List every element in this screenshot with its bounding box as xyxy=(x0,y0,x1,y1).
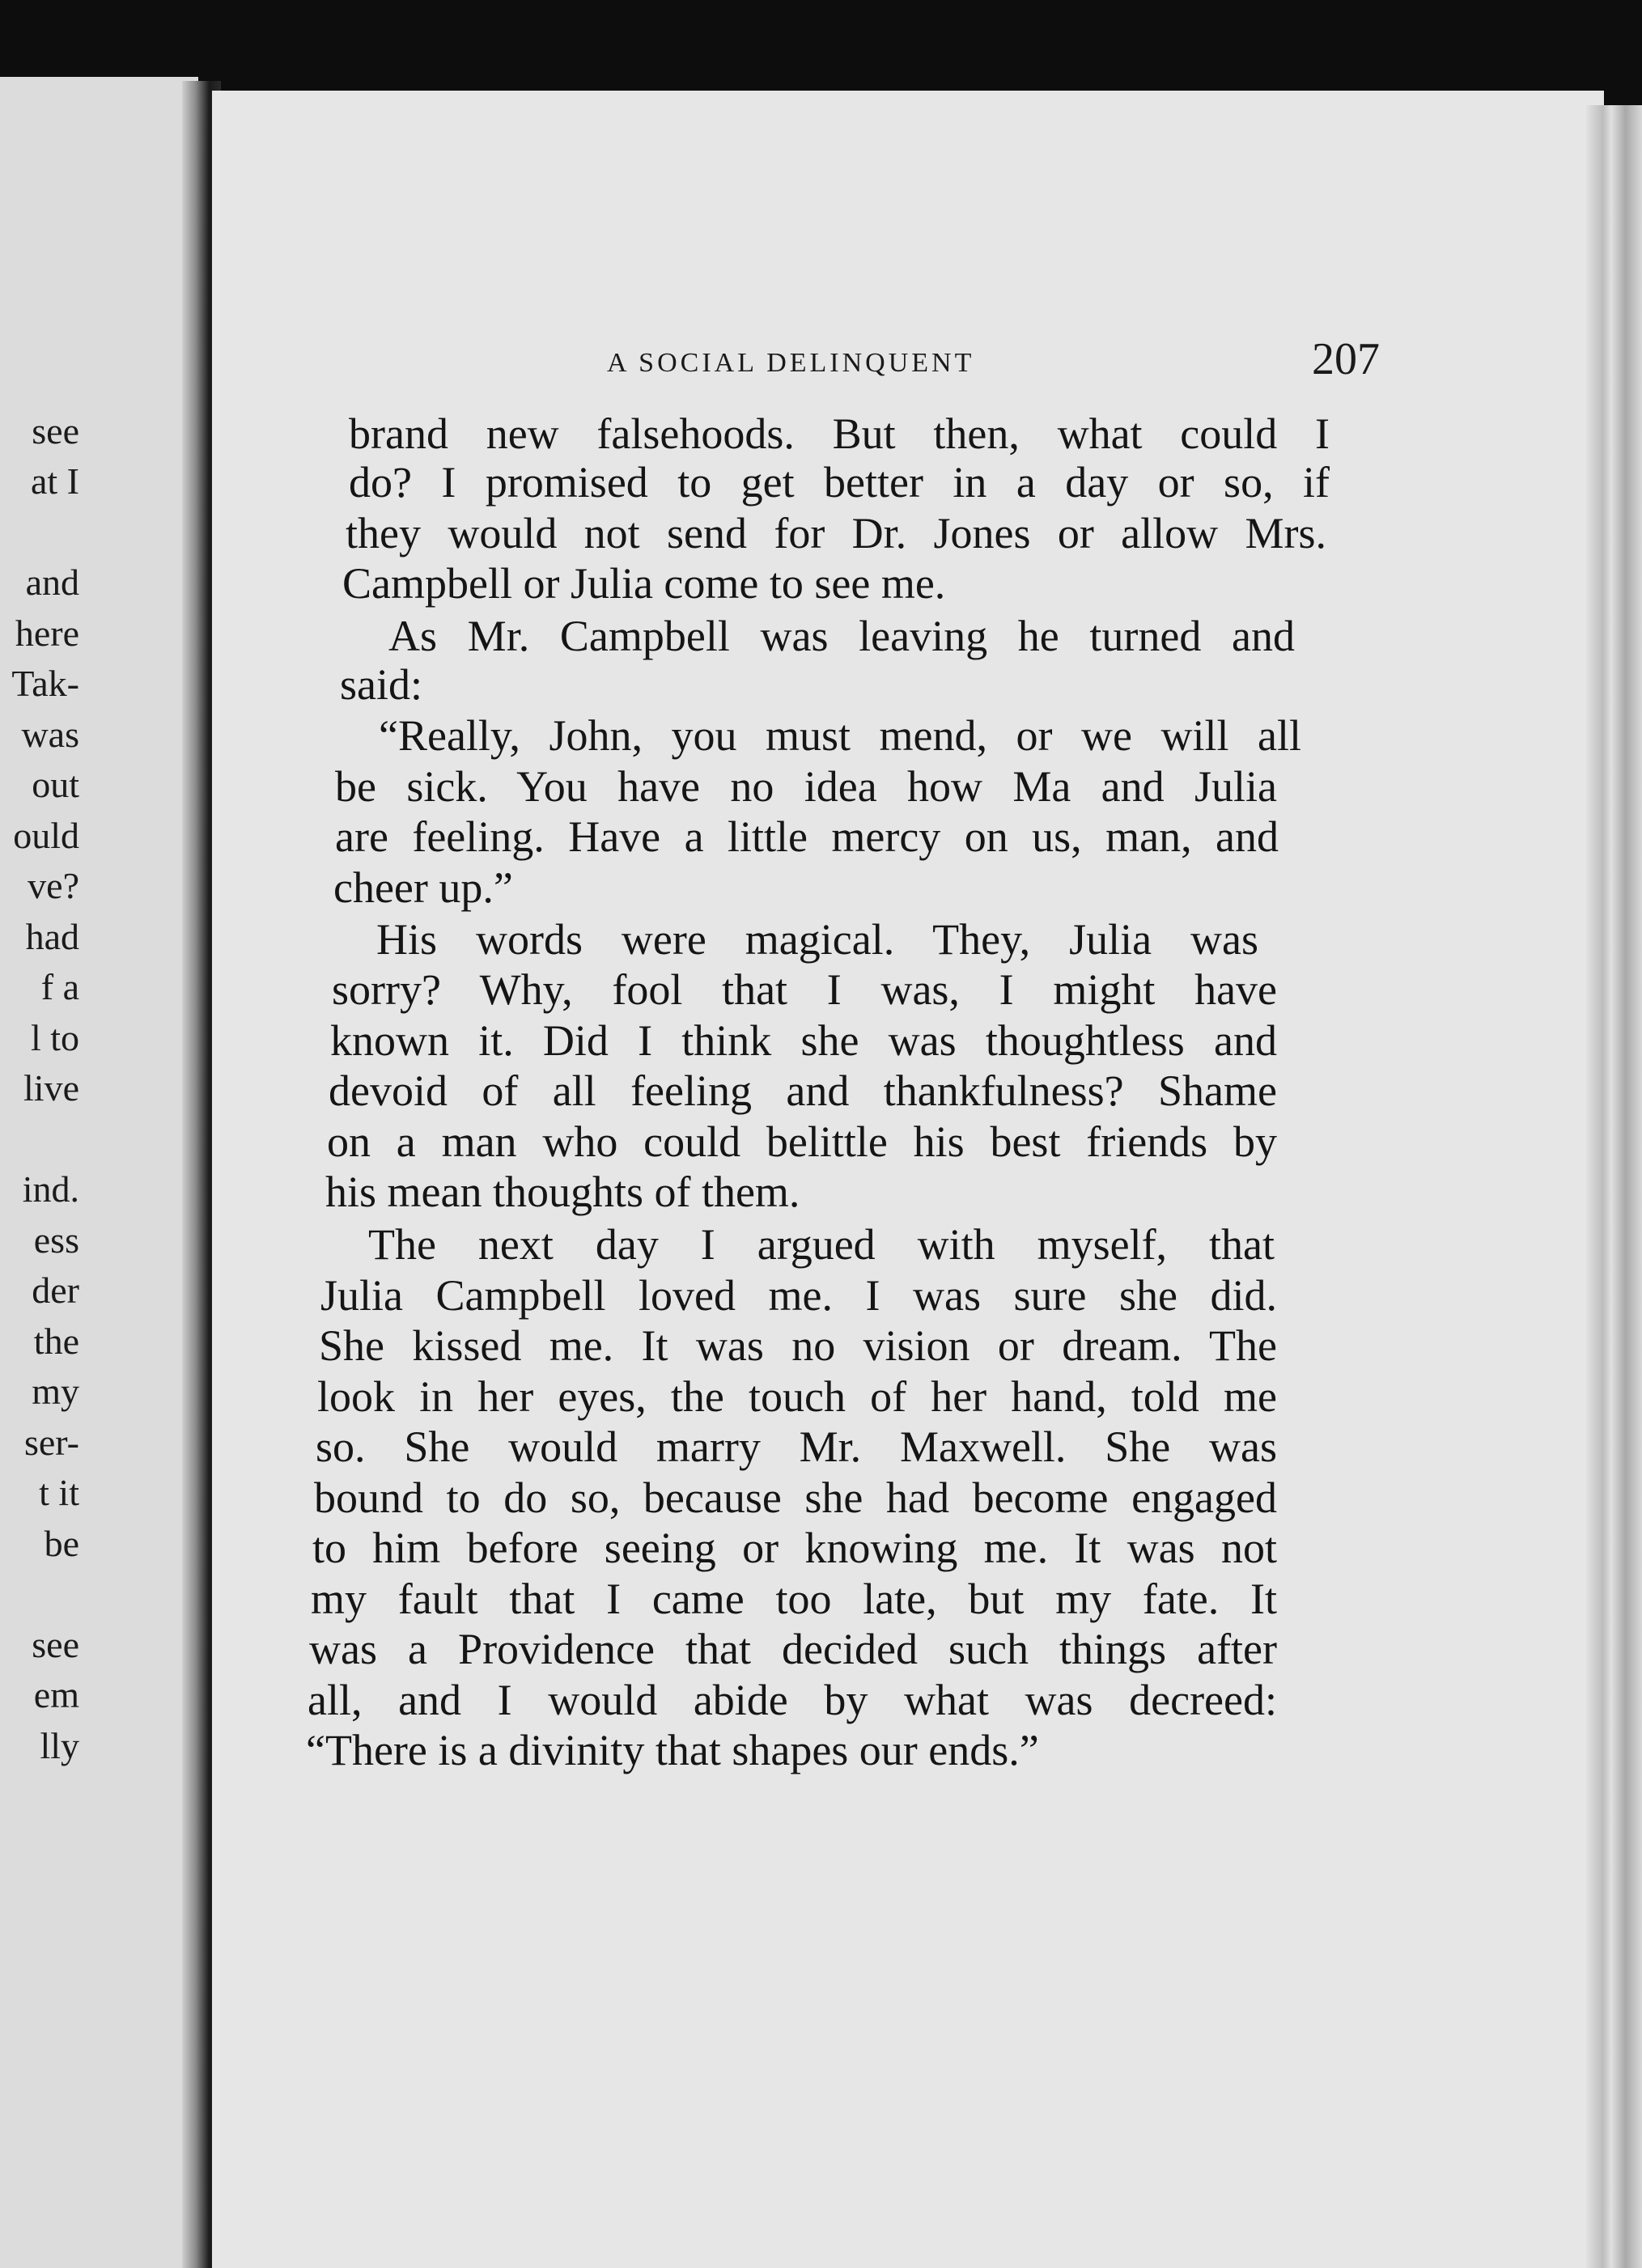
body-line: “There is a divinity that shapes our ends.” xyxy=(306,1726,1039,1774)
running-head: A SOCIAL DELINQUENT xyxy=(607,348,975,378)
page-text-block xyxy=(212,91,1604,2268)
body-line: The next day I argued with myself, that xyxy=(368,1220,1275,1269)
body-line: my fault that I came too late, but my fate. It xyxy=(311,1575,1277,1623)
page-stack-edge xyxy=(1586,105,1642,2268)
left-page-line: be xyxy=(44,1523,79,1564)
left-page-line: out xyxy=(32,764,79,805)
scan-background xyxy=(0,0,1642,97)
right-page xyxy=(212,91,1604,2268)
body-line: Campbell or Julia come to see me. xyxy=(342,559,946,608)
left-page-line: f a xyxy=(40,966,79,1007)
left-page-line: l to xyxy=(30,1017,79,1058)
body-line: As Mr. Campbell was leaving he turned and xyxy=(388,612,1295,660)
page-number: 207 xyxy=(1312,334,1380,384)
left-page-line: live xyxy=(23,1067,79,1109)
body-line: “Really, John, you must mend, or we will all xyxy=(379,711,1301,760)
left-page-line: see xyxy=(32,1624,79,1665)
left-page-line: had xyxy=(25,916,79,957)
body-line: look in her eyes, the touch of her hand, told me xyxy=(317,1372,1277,1421)
body-line: was a Providence that decided such things after xyxy=(309,1625,1277,1673)
body-line: be sick. You have no idea how Ma and Julia xyxy=(335,762,1277,811)
left-page-line: t it xyxy=(39,1472,79,1513)
body-line: they would not send for Dr. Jones or allow Mrs. xyxy=(346,509,1326,557)
body-line: brand new falsehoods. But then, what could I xyxy=(349,409,1330,458)
left-page-line: ser- xyxy=(23,1422,79,1463)
left-page-line: at I xyxy=(30,460,79,502)
left-page-line: Tak- xyxy=(11,663,79,704)
body-line: said: xyxy=(340,660,422,709)
body-line: do? I promised to get better in a day or so, if xyxy=(349,458,1330,507)
body-line: devoid of all feeling and thankfulness? Shame xyxy=(329,1066,1277,1115)
left-page-line: em xyxy=(33,1674,79,1715)
left-facing-page xyxy=(0,77,198,2268)
left-page-text xyxy=(0,77,198,2268)
left-page-line: der xyxy=(32,1270,79,1311)
body-line: Julia Campbell loved me. I was sure she did. xyxy=(320,1271,1277,1320)
body-line: cheer up.” xyxy=(333,863,513,912)
body-line: all, and I would abide by what was decreed: xyxy=(308,1676,1277,1724)
left-page-line: my xyxy=(32,1371,79,1412)
left-page-line: ve? xyxy=(28,865,79,906)
body-line: known it. Did I think she was thoughtless and xyxy=(330,1016,1277,1065)
body-line: are feeling. Have a little mercy on us, man, and xyxy=(335,812,1279,861)
body-line: so. She would marry Mr. Maxwell. She was xyxy=(316,1422,1277,1471)
left-page-line: ind. xyxy=(22,1168,79,1210)
left-page-line: here xyxy=(15,613,79,654)
body-line: his mean thoughts of them. xyxy=(325,1168,800,1216)
body-line: His words were magical. They, Julia was xyxy=(376,915,1258,964)
left-page-line: the xyxy=(33,1321,79,1362)
left-page-line: and xyxy=(25,562,79,603)
body-line: on a man who could belittle his best friends by xyxy=(327,1117,1277,1166)
left-page-line: lly xyxy=(40,1725,79,1766)
body-line: sorry? Why, fool that I was, I might have xyxy=(332,965,1277,1014)
body-line: She kissed me. It was no vision or dream. The xyxy=(319,1321,1277,1370)
left-page-line: was xyxy=(21,714,79,755)
body-line: to him before seeing or knowing me. It was not xyxy=(312,1524,1277,1572)
left-page-line: ould xyxy=(13,815,79,856)
left-page-line: ess xyxy=(33,1219,79,1261)
body-line: bound to do so, because she had become engaged xyxy=(314,1473,1277,1522)
left-page-line: see xyxy=(32,410,79,451)
